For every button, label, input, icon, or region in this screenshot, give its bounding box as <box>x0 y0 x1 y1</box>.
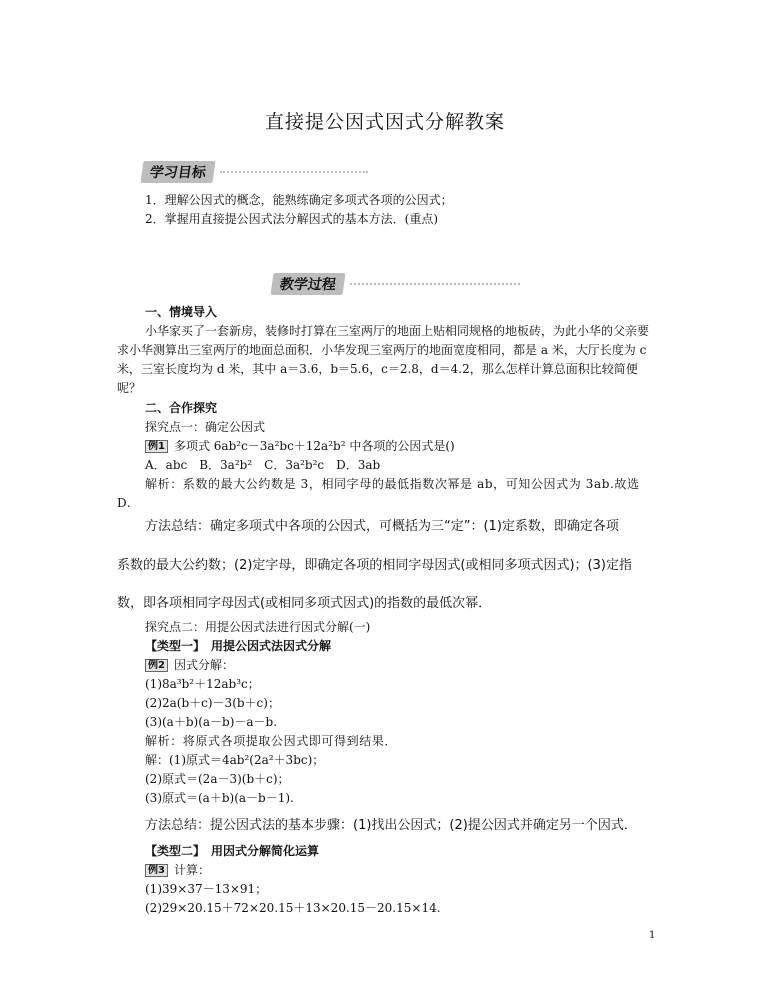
process-banner-label: 教学过程 <box>270 273 345 295</box>
page-number: 1 <box>649 930 656 941</box>
process-banner <box>272 273 520 295</box>
example-1-analysis: 解析：系数的最大公约数是 3，相同字母的最低指数次幂是 ab，可知公因式为 3ab.故选 D. <box>117 477 640 510</box>
method-summary-2-text: 提公因式法的基本步骤：(1)找出公因式；(2)提公因式并确定另一个因式． <box>210 818 637 833</box>
method-summary-2 <box>145 814 637 833</box>
intro-paragraph: 小华家买了一套新房，装修时打算在三室两厅的地面上贴相同规格的地板砖，为此小华的父亲要求小华测算出三室两厅的地面总面积．小华发现三室两厅的地面宽度相同，都是 a 米，大厅长度为 c 米，三室长度均为 d 米，其中 a＝3.6，b＝5.6，c＝2.8，d＝4.2，那么怎样计算总面积比较简便呢？ <box>117 324 650 395</box>
method-summary-1-line2: 系数的最大公约数；(2)定字母，即确定各项的相同字母因式(或相同多项式因式)；(3)定指 <box>117 558 632 573</box>
example-1 <box>145 437 455 456</box>
example-2-solution: 解：(1)原式＝4ab²(2a²＋3bc)； <box>145 753 325 767</box>
example-2 <box>145 656 234 675</box>
example-2-item: (1)8a³b²＋12ab³c； <box>145 677 260 691</box>
example-1-question: 多项式 6ab²c－3a²bc＋12a²b² 中各项的公因式是() <box>173 439 455 453</box>
example-2-solution: (3)原式＝(a＋b)(a－b－1). <box>145 791 294 805</box>
process-banner-dots <box>350 283 520 285</box>
explore-point-2: 探究点二：用提公因式法进行因式分解(一) <box>145 620 371 634</box>
example-2-question: 因式分解： <box>173 658 234 672</box>
goals-banner-label: 学习目标 <box>140 161 215 183</box>
example-1-tag: 例1 <box>145 440 168 453</box>
example-3-tag: 例3 <box>145 864 168 877</box>
section-heading-intro: 一、情境导入 <box>145 305 218 319</box>
method-summary-1-label: 方法总结： <box>145 519 211 534</box>
explore-point-1: 探究点一：确定公因式 <box>145 420 266 434</box>
type-2-heading: 【类型二】 用因式分解简化运算 <box>145 844 320 858</box>
goals-banner-dots <box>220 171 368 173</box>
method-summary-1-line3: 数，即各项相同字母因式(或相同多项式因式)的指数的最低次幂． <box>117 596 492 611</box>
goal-item: 1．理解公因式的概念，能熟练确定多项式各项的公因式； <box>145 193 453 207</box>
example-3-question: 计算： <box>173 863 210 877</box>
section-heading-explore: 二、合作探究 <box>145 401 218 415</box>
document-title: 直接提公因式因式分解教案 <box>264 111 505 133</box>
example-2-solution: (2)原式＝(2a－3)(b＋c)； <box>145 772 290 786</box>
goals-banner <box>142 161 368 183</box>
method-summary-1 <box>145 515 619 534</box>
example-1-options: A．abc B．3a²b² C．3a²b²c D．3ab <box>145 458 381 472</box>
example-2-item: (2)2a(b＋c)－3(b＋c)； <box>145 696 280 710</box>
example-2-analysis: 解析：将原式各项提取公因式即可得到结果． <box>145 734 398 748</box>
type-1-heading: 【类型一】 用提公因式法因式分解 <box>145 639 332 653</box>
goal-item: 2．掌握用直接提公因式法分解因式的基本方法．(重点) <box>145 212 439 226</box>
example-2-item: (3)(a＋b)(a－b)－a－b. <box>145 715 278 729</box>
example-3 <box>145 861 210 880</box>
method-summary-2-label: 方法总结： <box>145 818 211 833</box>
example-3-item: (1)39×37－13×91； <box>145 882 268 896</box>
method-summary-1-line1: 确定多项式中各项的公因式，可概括为三“定”：(1)定系数，即确定各项 <box>210 519 619 534</box>
example-3-item: (2)29×20.15＋72×20.15＋13×20.15－20.15×14. <box>145 901 441 915</box>
example-2-tag: 例2 <box>145 659 168 672</box>
